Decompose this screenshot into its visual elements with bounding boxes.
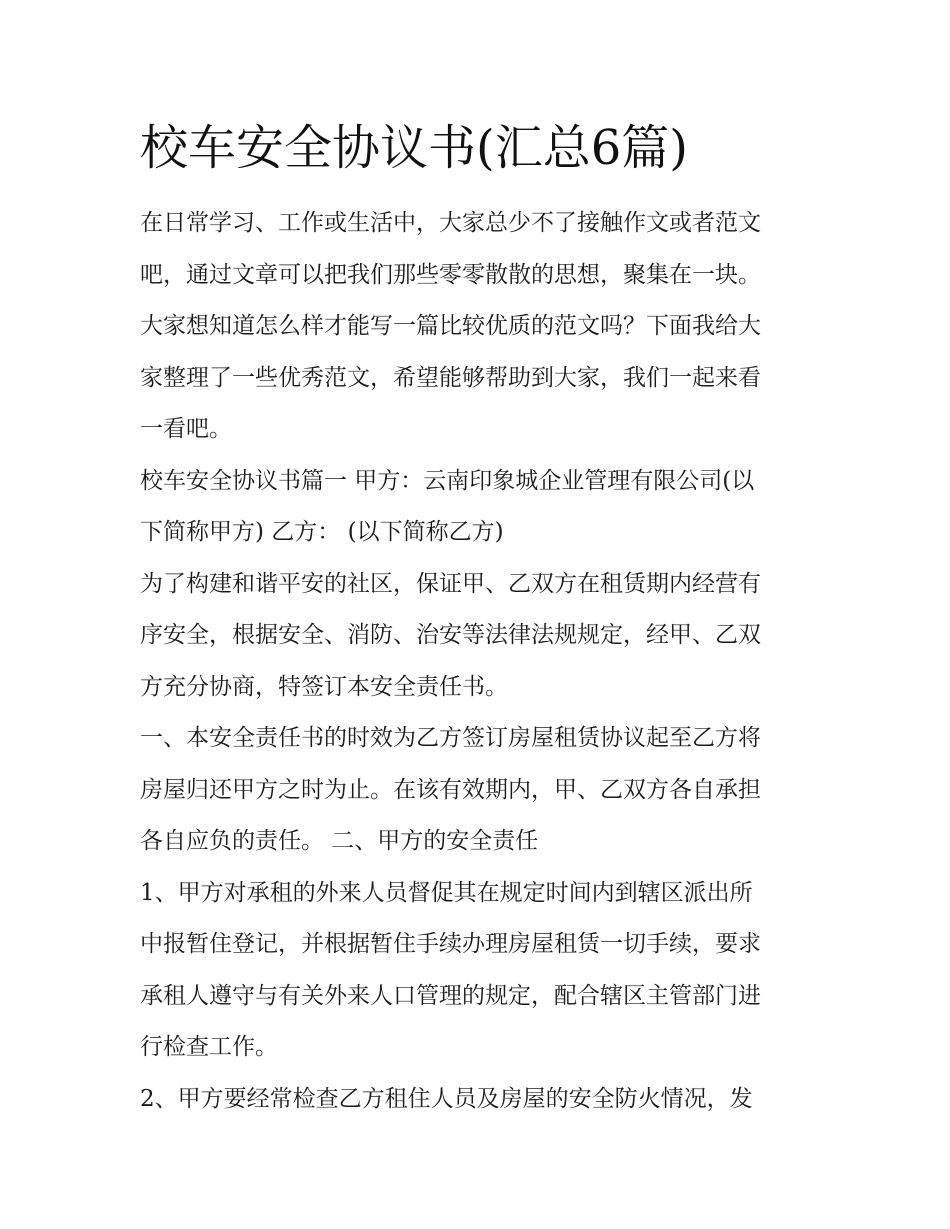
text-line: 为了构建和谐平安的社区，保证甲、乙双方在租赁期内经营有: [140, 570, 761, 597]
text-line: 中报暂住登记，并根据暂住手续办理房屋租赁一切手续，要求: [140, 931, 761, 957]
text-line: 大家想知道怎么样才能写一篇比较优质的范文吗？下面我给大: [140, 313, 761, 339]
text-line: 一看吧。: [140, 416, 232, 442]
document-title: 校车安全协议书(汇总6篇): [140, 120, 688, 176]
text-line: 下简称甲方) 乙方： (以下简称乙方): [140, 519, 504, 545]
document-body: [140, 198, 820, 1125]
text-line: 1、甲方对承租的外来人员督促其在规定时间内到辖区派出所: [140, 879, 753, 906]
text-line: 在日常学习、工作或生活中，大家总少不了接触作文或者范文: [140, 210, 761, 236]
text-line: 房屋归还甲方之时为止。在该有效期内，甲、乙双方各自承担: [140, 776, 761, 803]
text-line: 承租人遵守与有关外来人口管理的规定，配合辖区主管部门进: [140, 982, 761, 1009]
text-line: 序安全，根据安全、消防、治安等法律法规规定，经甲、乙双: [140, 622, 761, 648]
text-line: 2、甲方要经常检查乙方租住人员及房屋的安全防火情况，发: [140, 1085, 753, 1112]
text-line: 各自应负的责任。 二、甲方的安全责任: [140, 828, 539, 854]
text-line: 一、本安全责任书的时效为乙方签订房屋租赁协议起至乙方将: [140, 725, 761, 751]
text-line: 方充分协商，特签订本安全责任书。: [140, 673, 508, 700]
text-line: 行检查工作。: [140, 1034, 278, 1060]
text-line: 吧，通过文章可以把我们那些零零散散的思想，聚集在一块。: [140, 261, 761, 288]
text-line: 家整理了一些优秀范文，希望能够帮助到大家，我们一起来看: [140, 364, 761, 391]
text-line: 校车安全协议书篇一 甲方：云南印象城企业管理有限公司(以: [140, 467, 755, 494]
